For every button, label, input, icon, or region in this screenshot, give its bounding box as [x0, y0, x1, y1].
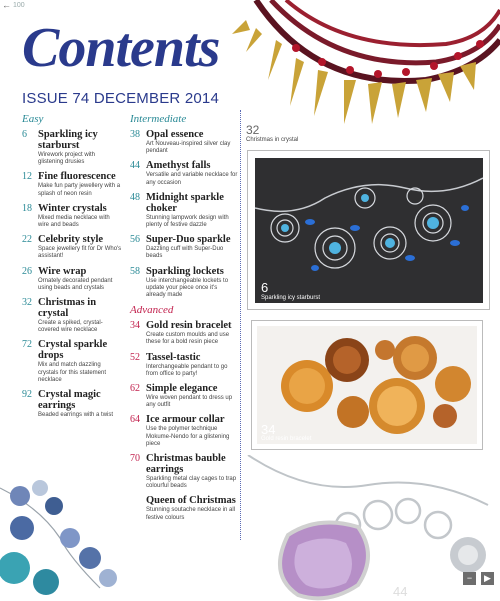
contents-entry[interactable]: [22, 234, 122, 260]
entry-page-number: 32: [22, 297, 32, 309]
entry-title: Crystal sparkle drops: [38, 339, 108, 362]
entry-description: Space jewellery fit for Dr Who's assistant!: [38, 246, 122, 260]
entry-title: Ice armour collar: [146, 414, 225, 426]
contents-entry[interactable]: [22, 129, 122, 166]
entry-description: Beaded earrings with a twist: [38, 412, 114, 419]
amethyst-pendant-image: [228, 455, 500, 601]
entry-page-number: 72: [22, 339, 32, 351]
contents-entry[interactable]: [130, 192, 238, 229]
entry-title: Amethyst falls: [146, 160, 211, 172]
photo-lower-number: 34: [261, 422, 276, 437]
beaded-earrings-image: [0, 478, 140, 601]
entry-page-number: 12: [22, 171, 32, 183]
section-heading-advanced: Advanced: [130, 304, 174, 317]
entry-page-number: 62: [130, 383, 140, 395]
photo-frame-starburst: [247, 150, 490, 310]
entry-page-number: 52: [130, 351, 140, 363]
entry-title: Fine fluorescence: [38, 171, 116, 183]
entry-title: Simple elegance: [146, 383, 218, 395]
photo-top-number: 32: [246, 123, 260, 137]
contents-entry[interactable]: [22, 171, 122, 197]
entry-description: Stunning soutache necklace in all festive colours: [146, 507, 236, 521]
entry-page-number: 22: [22, 234, 32, 246]
entry-page-number: 18: [22, 202, 32, 214]
entry-page-number: 38: [130, 129, 140, 140]
entry-description: Sparkling metal clay cages to trap colourful beads: [146, 476, 237, 490]
entry-title: Opal essence: [146, 129, 204, 140]
entry-description: Versatile and variable necklace for any occasion: [146, 172, 238, 186]
entry-title: Tassel-tastic: [146, 351, 201, 363]
starburst-necklace-image: [255, 158, 483, 303]
entry-title: Midnight sparkle choker: [146, 191, 224, 214]
entry-page-number: 92: [22, 389, 32, 401]
starburst-photo[interactable]: [255, 158, 483, 303]
page-nav: [0, 0, 25, 10]
contents-entry[interactable]: [22, 389, 122, 419]
section-heading-intermediate: Intermediate: [130, 113, 187, 125]
page-title: Contents: [22, 17, 220, 79]
contents-entry[interactable]: [130, 495, 238, 521]
photo-top-caption: Christmas in crystal: [246, 137, 299, 143]
contents-entry[interactable]: [22, 339, 122, 384]
entry-description: Wire woven pendant to dress up any outfit: [146, 395, 233, 409]
entry-page-number: 48: [130, 191, 140, 203]
contents-entry[interactable]: [22, 297, 122, 334]
contents-entry[interactable]: [130, 129, 238, 155]
contents-entry[interactable]: [130, 414, 238, 448]
photo-middle-caption: Sparkling icy starburst: [261, 295, 321, 301]
entry-description: Mixed media necklace with wire and beads: [38, 214, 110, 229]
entry-title: Christmas in crystal: [38, 297, 97, 320]
contents-entry[interactable]: [130, 352, 238, 378]
contents-entry[interactable]: [130, 320, 238, 346]
entry-title: Celebrity style: [38, 234, 104, 246]
gold-resin-bracelet-image: [257, 326, 477, 444]
photo-lower-caption: Gold resin bracelet: [261, 436, 312, 442]
contents-entry[interactable]: [130, 383, 238, 409]
entry-title: Crystal magic earrings: [38, 389, 101, 412]
entry-page-number: 58: [130, 265, 140, 277]
entry-description: Make fun party jewellery with a splash of neon resin: [38, 183, 121, 197]
contents-entry[interactable]: [130, 160, 238, 186]
intermediate-advanced-column: [130, 113, 238, 527]
entry-description: Create a spiked, crystal-covered wire necklace: [38, 320, 103, 334]
entry-title: Super-Duo sparkle: [146, 234, 231, 246]
issue-line: ISSUE 74 DECEMBER 2014: [22, 90, 219, 107]
entry-title: Queen of Christmas: [146, 495, 236, 507]
entry-description: Mix and match dazzling crystals for this statement necklace: [38, 362, 107, 383]
easy-column: [22, 113, 122, 424]
contents-entry[interactable]: [130, 453, 238, 490]
entry-description: Ornately decorated pendant using beads and crystals: [38, 277, 113, 291]
section-heading-easy: Easy: [22, 113, 44, 125]
entry-title: Winter crystals: [38, 202, 107, 214]
entry-page-number: 70: [130, 453, 140, 465]
entry-description: Art Nouveau-inspired silver clay pendant: [146, 141, 231, 155]
entry-title: Gold resin bracelet: [146, 320, 232, 332]
entry-title: Christmas bauble earrings: [146, 453, 226, 476]
entry-title: Sparkling icy starburst: [38, 129, 98, 151]
entry-page-number: 44: [130, 160, 140, 172]
contents-entry[interactable]: [130, 234, 238, 260]
red-spike-necklace-image: [226, 0, 500, 130]
entry-description: Use the polymer technique Mokume-Nendo for a glistening piece: [146, 426, 230, 447]
play-icon[interactable]: ▶: [481, 572, 494, 585]
entry-page-number: 56: [130, 234, 140, 246]
minus-icon[interactable]: −: [463, 572, 476, 585]
entry-description: Stunning lampwork design with plenty of festive dazzle: [146, 214, 229, 229]
entry-description: Wirework project with glistening drusies: [38, 152, 96, 166]
entry-description: Create custom moulds and use these for a bold resin piece: [146, 332, 230, 346]
bracelet-photo[interactable]: [257, 326, 477, 444]
page-number-bottom: 44: [393, 584, 408, 599]
contents-entry[interactable]: [22, 266, 122, 292]
contents-entry[interactable]: [130, 266, 238, 300]
entry-description: Use interchangeable lockets to update your piece once it's already made: [146, 277, 229, 299]
entry-page-number: 64: [130, 414, 140, 426]
entry-title: Sparkling lockets: [146, 265, 224, 277]
photo-frame-bracelet: [251, 320, 483, 450]
entry-page-number: 34: [130, 320, 140, 332]
back-arrow-icon[interactable]: ←: [2, 0, 11, 10]
entry-page-number: 6: [22, 129, 27, 140]
entry-description: Interchangeable pendant to go from office to party!: [146, 363, 228, 377]
entry-description: Dazzling cuff with Super-Duo beads: [146, 246, 224, 260]
entry-page-number: 26: [22, 265, 32, 277]
contents-entry[interactable]: [22, 203, 122, 229]
photo-middle-number: 6: [261, 280, 269, 295]
entry-title: Wire wrap: [38, 265, 87, 277]
page-number: 100: [13, 1, 25, 9]
